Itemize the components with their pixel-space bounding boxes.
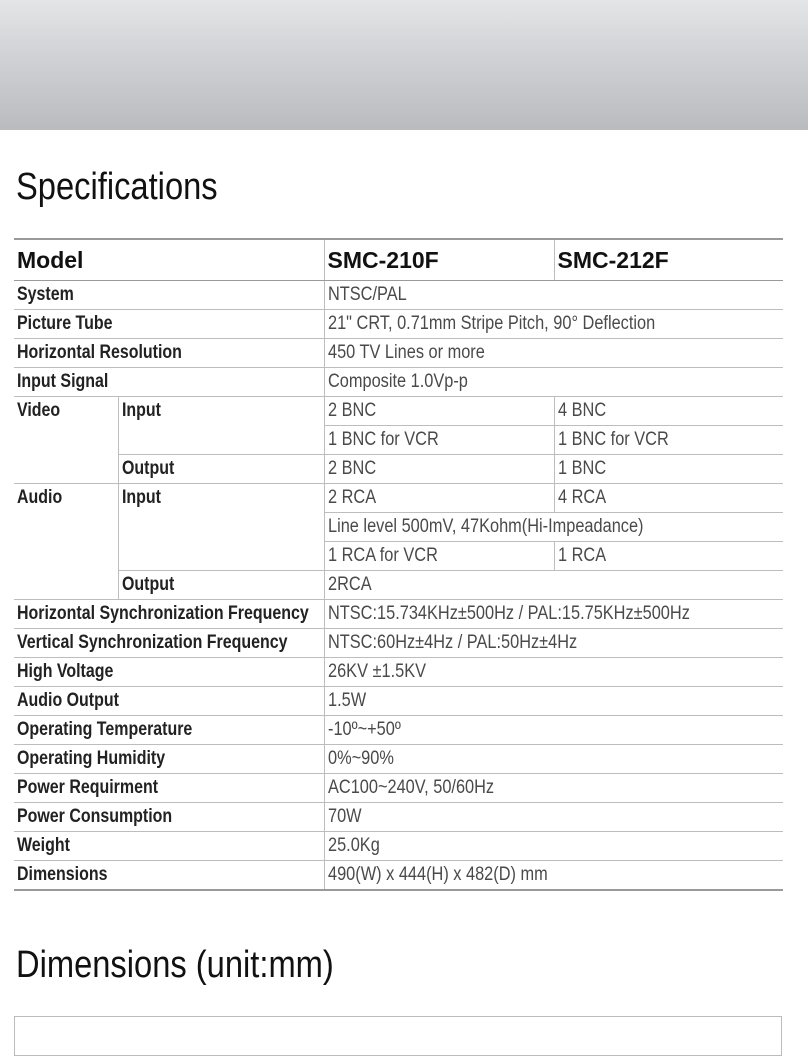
spec-label: Picture Tube: [14, 310, 324, 339]
spec-value: NTSC:15.734KHz±500Hz / PAL:15.75KHz±500Hz: [324, 600, 783, 629]
table-row: [14, 658, 783, 687]
table-row: [14, 397, 783, 426]
table-row: [14, 716, 783, 745]
video-input-label: Input: [118, 397, 324, 426]
spacer-cell: [118, 426, 324, 455]
table-row: [14, 832, 783, 861]
spec-label: Operating Temperature: [14, 716, 324, 745]
spacer-cell: [14, 571, 118, 600]
spacer-cell: [14, 426, 118, 455]
spec-value: 25.0Kg: [324, 832, 783, 861]
spacer-cell: [14, 455, 118, 484]
spec-value: Line level 500mV, 47Kohm(Hi-Impeadance): [324, 513, 783, 542]
audio-input-label: Input: [118, 484, 324, 513]
spec-label: Dimensions: [14, 861, 324, 891]
spec-value: 1 RCA for VCR: [324, 542, 554, 571]
table-row: [14, 513, 783, 542]
table-row: [14, 629, 783, 658]
table-row: [14, 774, 783, 803]
spacer-cell: [14, 542, 118, 571]
table-row: [14, 571, 783, 600]
header-banner: [0, 0, 808, 130]
spec-label: Weight: [14, 832, 324, 861]
audio-label: Audio: [17, 487, 63, 508]
spec-value: 21" CRT, 0.71mm Stripe Pitch, 90° Deflection: [324, 310, 783, 339]
table-row: [14, 368, 783, 397]
spec-value: NTSC:60Hz±4Hz / PAL:50Hz±4Hz: [324, 629, 783, 658]
spec-value: 2RCA: [324, 571, 783, 600]
spec-value: 26KV ±1.5KV: [324, 658, 783, 687]
video-label: Video: [17, 400, 61, 421]
table-row: [14, 310, 783, 339]
table-row: [14, 426, 783, 455]
spec-value: 4 RCA: [554, 484, 783, 513]
model-smc-212f-header: SMC-212F: [554, 239, 783, 281]
spec-value: 1 BNC for VCR: [324, 426, 554, 455]
audio-output-label: Output: [118, 571, 324, 600]
table-row: [14, 281, 783, 310]
spec-value: 1 BNC for VCR: [554, 426, 783, 455]
specifications-title: Specifications: [16, 166, 218, 208]
spec-value: Composite 1.0Vp-p: [324, 368, 783, 397]
table-row: [14, 339, 783, 368]
spec-value: 1 RCA: [554, 542, 783, 571]
table-row: [14, 600, 783, 629]
spec-value: 2 BNC: [324, 455, 554, 484]
table-header-row: [14, 239, 783, 281]
spec-value: 1 BNC: [554, 455, 783, 484]
dimensions-title: Dimensions (unit:mm): [16, 944, 334, 986]
spec-label: Audio Output: [14, 687, 324, 716]
specifications-table: [14, 238, 783, 891]
spec-label: Horizontal Resolution: [14, 339, 324, 368]
table-row: [14, 542, 783, 571]
spec-value: NTSC/PAL: [324, 281, 783, 310]
spec-label: High Voltage: [14, 658, 324, 687]
spec-label: Horizontal Synchronization Frequency: [14, 600, 324, 629]
spec-value: 450 TV Lines or more: [324, 339, 783, 368]
dimensions-drawing-frame: [14, 1016, 782, 1056]
spec-label: Operating Humidity: [14, 745, 324, 774]
spec-value: 0%~90%: [324, 745, 783, 774]
table-row: [14, 803, 783, 832]
model-smc-210f-header: SMC-210F: [324, 239, 554, 281]
spec-value: 490(W) x 444(H) x 482(D) mm: [324, 861, 783, 891]
table-row: [14, 484, 783, 513]
spec-value: 70W: [324, 803, 783, 832]
spacer-cell: [118, 542, 324, 571]
table-row: [14, 687, 783, 716]
table-row: [14, 455, 783, 484]
spec-value: AC100~240V, 50/60Hz: [324, 774, 783, 803]
spec-value: -10º~+50º: [324, 716, 783, 745]
spec-value: 2 RCA: [324, 484, 554, 513]
spec-label: Power Consumption: [14, 803, 324, 832]
spec-value: 4 BNC: [554, 397, 783, 426]
spacer-cell: [14, 513, 118, 542]
spec-label: System: [14, 281, 324, 310]
spec-label: Power Requirment: [14, 774, 324, 803]
spec-label: Vertical Synchronization Frequency: [14, 629, 324, 658]
table-row: [14, 861, 783, 891]
spec-label: Input Signal: [14, 368, 324, 397]
spec-value: 2 BNC: [324, 397, 554, 426]
spacer-cell: [118, 513, 324, 542]
model-header: Model: [14, 239, 324, 281]
spec-value: 1.5W: [324, 687, 783, 716]
table-row: [14, 745, 783, 774]
video-output-label: Output: [118, 455, 324, 484]
